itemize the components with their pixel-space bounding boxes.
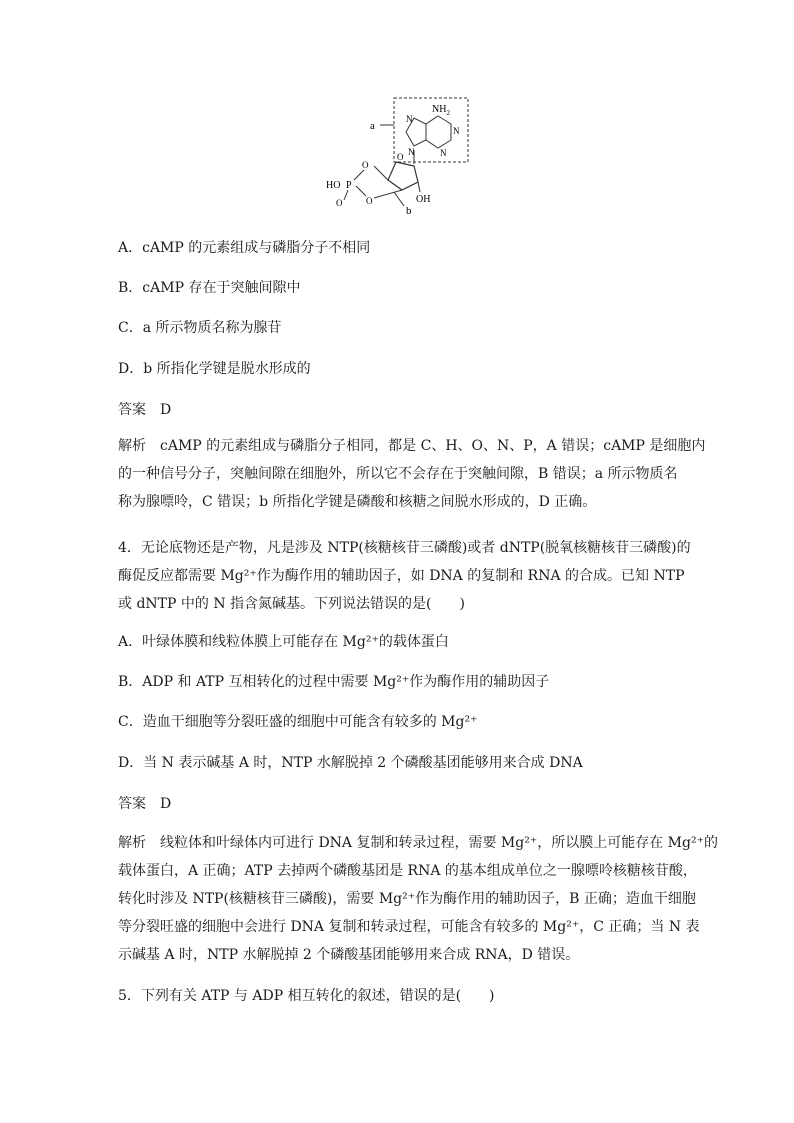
analysis-line: 的一种信号分子，突触间隙在细胞外，所以它不会存在于突触间隙，B 错误；a 所示物质名 <box>118 466 678 482</box>
answer-value: D <box>160 402 172 418</box>
answer-label: 答案 <box>118 402 146 418</box>
camp-structure-figure <box>318 92 488 222</box>
q4-stem <box>118 534 691 618</box>
label-a: a <box>370 120 375 132</box>
double-bond-oxygen: O <box>336 198 343 208</box>
analysis-line: 解析 线粒体和叶绿体内可进行 DNA 复制和转录过程，需要 Mg²⁺，所以膜上可能存在 Mg²⁺的 <box>118 835 718 851</box>
ring-nitrogen: N <box>440 148 447 158</box>
amino-group-label: $NH_2$ <box>432 104 450 117</box>
pyrimidine-ring <box>426 116 451 148</box>
q3-option-b: B．cAMP 存在于突触间隙中 <box>118 280 301 296</box>
q4-option-a: A．叶绿体膜和线粒体膜上可能存在 Mg²⁺的载体蛋白 <box>118 634 449 650</box>
q4-answer <box>118 794 688 814</box>
analysis-label: 解析 <box>118 835 146 851</box>
hydroxyl-label: OH <box>416 194 431 205</box>
q3-option-c: C．a 所示物质名称为腺苷 <box>118 320 282 336</box>
q3-analysis <box>118 432 706 516</box>
q3-option-a: A．cAMP 的元素组成与磷脂分子不相同 <box>118 240 371 256</box>
analysis-line: 转化时涉及 NTP(核糖核苷三磷酸)，需要 Mg²⁺作为酶作用的辅助因子，B 正确；造血干细胞 <box>118 891 696 907</box>
stem-line: 酶促反应都需要 Mg²⁺作为酶作用的辅助因子，如 DNA 的复制和 RNA 的合成。已知 NTP <box>118 568 685 584</box>
stem-line: 或 dNTP 中的 N 指含氮碱基。下列说法错误的是( ) <box>118 596 465 612</box>
q4-option-d: D．当 N 表示碱基 A 时，NTP 水解脱掉 2 个磷酸基团能够用来合成 DNA <box>118 755 583 771</box>
label-b-leader <box>394 192 404 206</box>
analysis-line: 示碱基 A 时，NTP 水解脱掉 2 个磷酸基团能够用来合成 RNA，D 错误。 <box>118 947 580 963</box>
ring-nitrogen: N <box>408 147 415 157</box>
q4-analysis <box>118 829 718 969</box>
q4-option-c: C．造血干细胞等分裂旺盛的细胞中可能含有较多的 Mg²⁺ <box>118 714 478 730</box>
q4-option-b: B．ADP 和 ATP 互相转化的过程中需要 Mg²⁺作为酶作用的辅助因子 <box>118 674 550 690</box>
answer-label: 答案 <box>118 796 146 812</box>
p-double-bond <box>344 190 348 200</box>
stem-line: 4．无论底物还是产物，凡是涉及 NTP(核糖核苷三磷酸)或者 dNTP(脱氧核糖核苷三磷酸)的 <box>118 540 691 556</box>
answer-value: D <box>160 796 172 812</box>
hydroxyl-on-phosphate: HO <box>326 180 341 191</box>
analysis-line: 载体蛋白，A 正确；ATP 去掉两个磷酸基团是 RNA 的基本组成单位之一腺嘌呤核糖核苷酸， <box>118 863 697 879</box>
ester-oxygen: O <box>362 160 369 170</box>
label-b: b <box>406 205 412 217</box>
ester-bond <box>354 170 364 180</box>
analysis-line: 解析 cAMP 的元素组成与磷脂分子相同，都是 C、H、O、N、P，A 错误；cAMP 是细胞内 <box>118 438 706 454</box>
ch2-bond <box>374 166 388 180</box>
analysis-line: 称为腺嘌呤，C 错误；b 所指化学键是磷酸和核糖之间脱水形成的，D 正确。 <box>118 494 597 510</box>
hydroxyl-bond <box>418 182 420 192</box>
q5-stem: 5．下列有关 ATP 与 ADP 相互转化的叙述，错误的是( ) <box>118 988 495 1004</box>
q3-option-d: D．b 所指化学键是脱水形成的 <box>118 361 311 377</box>
ribose-oxygen: O <box>397 152 404 162</box>
ring-nitrogen: N <box>453 126 460 136</box>
analysis-label: 解析 <box>118 438 146 454</box>
ring-nitrogen: N <box>406 114 413 124</box>
phosphorus-label: P <box>346 180 352 191</box>
analysis-line: 等分裂旺盛的细胞中会进行 DNA 复制和转录过程，可能含有较多的 Mg²⁺，C 正确；当 N 表 <box>118 919 700 935</box>
bridge-oxygen: O <box>366 196 373 206</box>
p-o-bond-b <box>356 186 366 196</box>
q3-answer <box>118 400 688 420</box>
ribose-ring <box>388 162 418 190</box>
